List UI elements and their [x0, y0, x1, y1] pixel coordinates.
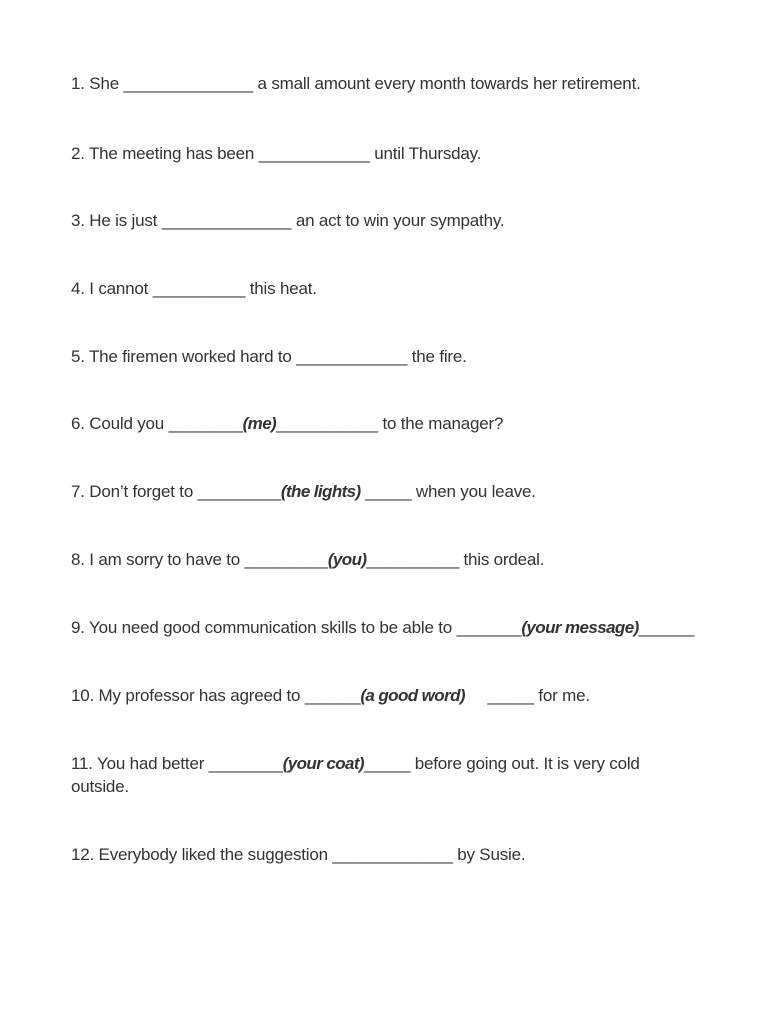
question-9 [71, 616, 694, 639]
question-10-text-before: 10. My professor has agreed to ______ [71, 686, 361, 705]
question-7-hint: (the lights) [280, 482, 361, 501]
question-3-text: 3. He is just ______________ an act to win your sympathy. [71, 211, 505, 230]
question-10-hint: (a good word) [360, 686, 465, 705]
question-8-text-after: __________ this ordeal. [366, 550, 545, 569]
question-5 [71, 345, 467, 368]
question-9-text-before: 9. You need good communication skills to be able to _______ [71, 618, 522, 637]
question-11-text-after: _____ before going out. It is very cold outside. [71, 754, 640, 796]
question-4-text: 4. I cannot __________ this heat. [71, 279, 317, 298]
question-9-text-after: ______ [638, 618, 695, 637]
question-1-text: 1. She ______________ a small amount every month towards her retirement. [71, 74, 641, 93]
question-7 [71, 480, 536, 503]
question-9-hint: (your message) [521, 618, 639, 637]
question-2 [71, 142, 481, 165]
question-8-text-before: 8. I am sorry to have to _________ [71, 550, 328, 569]
question-1 [71, 72, 641, 95]
question-8 [71, 548, 544, 571]
question-11-text-before: 11. You had better ________ [71, 754, 283, 773]
question-7-text-after: _____ when you leave. [360, 482, 536, 501]
question-7-text-before: 7. Don’t forget to _________ [71, 482, 281, 501]
question-12 [71, 843, 525, 866]
question-2-text: 2. The meeting has been ____________ until Thursday. [71, 144, 482, 163]
question-3 [71, 209, 504, 232]
question-11 [71, 752, 686, 798]
question-10-text-after: _____ for me. [464, 686, 590, 705]
question-10 [71, 684, 590, 707]
question-4 [71, 277, 317, 300]
question-6-text-before: 6. Could you ________ [71, 414, 243, 433]
question-6 [71, 412, 503, 435]
question-11-hint: (your coat) [282, 754, 364, 773]
question-8-hint: (you) [327, 550, 367, 569]
question-6-text-after: ___________ to the manager? [276, 414, 504, 433]
question-6-hint: (me) [242, 414, 277, 433]
question-12-text: 12. Everybody liked the suggestion _____________ by Susie. [71, 845, 526, 864]
question-5-text: 5. The firemen worked hard to ____________ the fire. [71, 347, 467, 366]
